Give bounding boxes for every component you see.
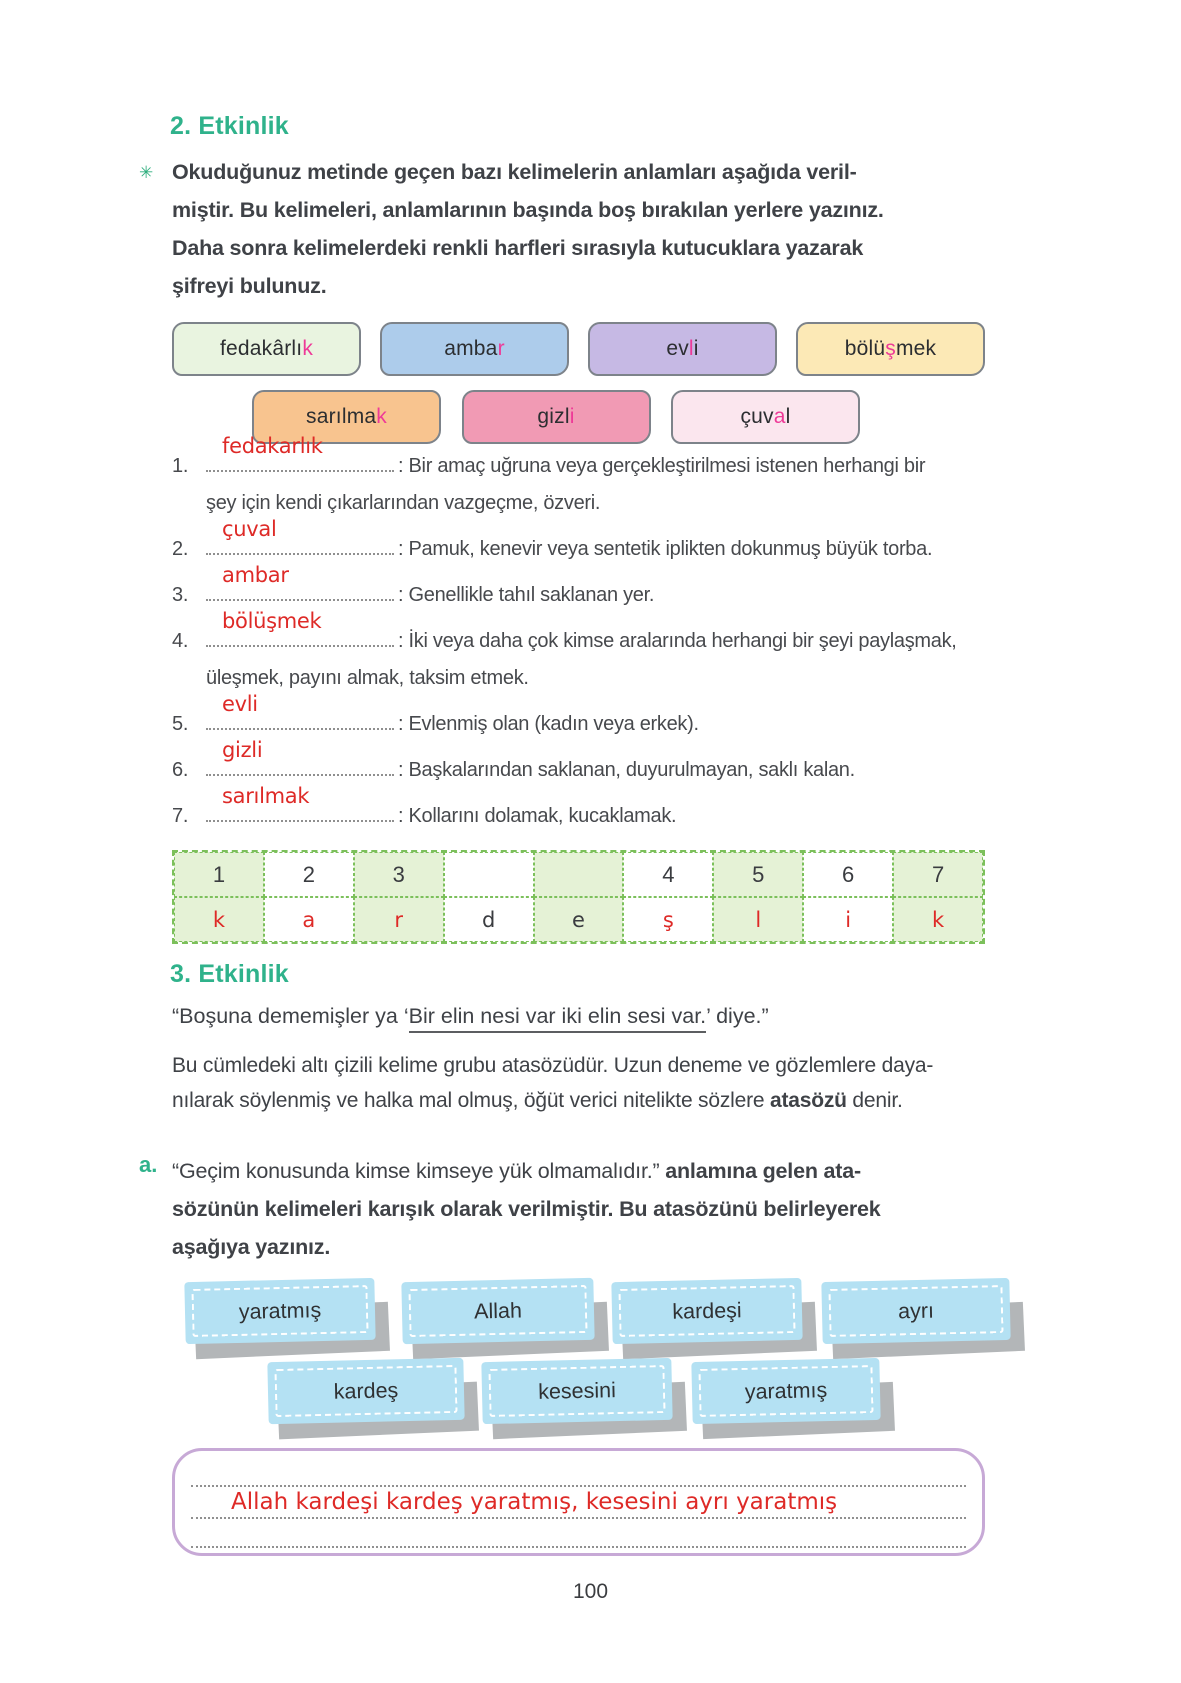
code-letter-cell: d: [444, 897, 534, 942]
code-number-cell: 3: [354, 852, 444, 897]
handwritten-answer: ambar: [222, 563, 289, 587]
code-number-cell: 2: [264, 852, 354, 897]
chip-highlight-letter: k: [302, 337, 314, 360]
handwritten-proverb-answer: Allah kardeşi kardeş yaratmış, kesesini ayrı yaratmış: [231, 1489, 838, 1515]
definition-text: : Evlenmiş olan (kadın veya erkek).: [398, 713, 699, 735]
code-letter-cell: e: [534, 897, 624, 942]
definition-row: [172, 692, 1032, 743]
card-word: Allah: [473, 1297, 523, 1324]
chip-highlight-letter: i: [569, 405, 575, 428]
chip-highlight-letter: l: [688, 337, 694, 360]
code-table-letters-row: [174, 897, 983, 942]
card-word: kardeşi: [672, 1297, 742, 1324]
definition-item: [172, 609, 1032, 697]
code-letter-cell: k: [893, 897, 983, 942]
definition-row: [172, 517, 1032, 568]
instruction-line: Daha sonra kelimelerdeki renkli harfleri sırasıyla kutucuklara yazarak: [172, 236, 864, 260]
code-letter-cell: a: [264, 897, 354, 942]
chip-text: sarılma: [306, 405, 377, 428]
item-a-bold-text: anlamına gelen ata-: [659, 1159, 861, 1183]
handwritten-answer: evli: [222, 692, 258, 716]
word-chip-cuval: [671, 390, 860, 444]
code-letter-cell: ş: [623, 897, 713, 942]
definition-row: [172, 609, 1032, 660]
underlined-proverb: Bir elin nesi var iki elin sesi var.: [409, 1004, 707, 1033]
card-face: [691, 1358, 880, 1424]
chip-highlight-letter: k: [376, 405, 387, 428]
word-card-yaratmis-1: [185, 1280, 375, 1342]
code-number-cell: 4: [623, 852, 713, 897]
word-chip-evli: [588, 322, 777, 376]
definition-item: [172, 692, 1032, 743]
definition-number: 1.: [172, 455, 189, 477]
chip-text: fedakârlı: [219, 337, 303, 360]
word-chips-row-1: [172, 322, 985, 376]
word-chip-bolusmek: [796, 322, 985, 376]
handwritten-answer: çuval: [222, 517, 277, 541]
answer-blank: [206, 738, 394, 776]
proverb-explanation: [172, 1048, 1002, 1118]
definition-text: : Kollarını dolamak, kucaklamak.: [398, 805, 677, 827]
chip-text: mek: [895, 337, 937, 360]
handwritten-answer: fedakarlık: [222, 434, 323, 458]
code-letter-cell: r: [354, 897, 444, 942]
code-number-cell: 1: [174, 852, 264, 897]
answer-blank: [206, 434, 394, 472]
card-face: [821, 1278, 1010, 1344]
instruction-line: şifreyi bulunuz.: [172, 274, 327, 298]
definition-number: 5.: [172, 713, 189, 735]
code-table-numbers-row: [174, 852, 983, 897]
page-number: 100: [572, 1580, 609, 1603]
chip-text: i: [693, 337, 699, 360]
definition-number: 6.: [172, 759, 189, 781]
card-word: kesesini: [537, 1377, 617, 1404]
word-chip-gizli: [462, 390, 651, 444]
definition-text: : Pamuk, kenevir veya sentetik iplikten dokunmuş büyük torba.: [398, 538, 933, 560]
writing-line: [191, 1485, 966, 1487]
code-letter-cell: k: [174, 897, 264, 942]
answer-blank: [206, 692, 394, 730]
definition-item: [172, 517, 1032, 568]
definition-row: [172, 434, 1032, 485]
definition-continuation: üleşmek, payını almak, taksim etmek.: [206, 667, 529, 689]
word-card-yaratmis-2: [692, 1360, 880, 1422]
definition-text: : İki veya daha çok kimse aralarında herhangi bir şeyi paylaşmak,: [398, 630, 957, 652]
chip-text: bölü: [844, 337, 886, 360]
paragraph-line: [172, 1083, 1002, 1118]
paragraph-line: Bu cümledeki altı çizili kelime grubu atasözüdür. Uzun deneme ve gözlemlere daya-: [172, 1054, 934, 1077]
handwritten-answer: bölüşmek: [222, 609, 322, 633]
code-number-cell: 6: [803, 852, 893, 897]
chip-highlight-letter: a: [773, 405, 786, 428]
quote-text: ’ diye.”: [706, 1004, 769, 1028]
bold-term: atasözü: [769, 1089, 847, 1112]
writing-line: [191, 1517, 966, 1519]
definition-number: 3.: [172, 584, 189, 606]
instruction-line: miştir. Bu kelimeleri, anlamlarının başında boş bırakılan yerlere yazınız.: [172, 198, 884, 222]
item-a-quote: “Geçim konusunda kimse kimseye yük olmamalıdır.”: [172, 1159, 660, 1183]
word-card-kardes: [268, 1360, 464, 1422]
definition-number: 4.: [172, 630, 189, 652]
answer-blank: [206, 563, 394, 601]
code-letter-cell: l: [713, 897, 803, 942]
definitions-list: [172, 434, 1032, 842]
card-word: kardeş: [333, 1377, 399, 1404]
handwritten-answer: gizli: [222, 738, 263, 762]
item-a-line: sözünün kelimeleri karışık olarak verilmiştir. Bu atasözünü belirleyerek: [172, 1197, 881, 1221]
card-word: yaratmış: [744, 1377, 828, 1404]
word-card-kesesini: [482, 1360, 672, 1422]
chip-text: l: [785, 405, 791, 428]
code-number-cell: [534, 852, 624, 897]
card-face: [401, 1278, 594, 1344]
activity-3-heading: 3. Etkinlik: [170, 960, 289, 988]
word-chips-row-2: [252, 390, 860, 444]
paragraph-text: nılarak söylenmiş ve halka mal olmuş, öğüt verici nitelikte sözlere: [172, 1089, 770, 1112]
code-number-cell: 5: [713, 852, 803, 897]
chip-highlight-letter: r: [497, 337, 505, 360]
definition-item: [172, 784, 1032, 835]
activity-2-instructions: [172, 153, 1002, 305]
answer-blank: [206, 784, 394, 822]
word-chip-ambar: [380, 322, 569, 376]
card-word: yaratmış: [238, 1297, 322, 1324]
word-card-kardesi: [612, 1280, 802, 1342]
card-word: ayrı: [897, 1298, 935, 1323]
answer-blank: [206, 609, 394, 647]
definition-number: 7.: [172, 805, 189, 827]
item-a-line: aşağıya yazınız.: [172, 1235, 331, 1259]
definition-continuation: şey için kendi çıkarlarından vazgeçme, özveri.: [206, 492, 601, 514]
quote-text: “Boşuna dememişler ya ‘: [172, 1004, 409, 1028]
handwritten-answer: sarılmak: [222, 784, 310, 808]
paragraph-text: denir.: [846, 1089, 903, 1112]
code-letter-cell: i: [803, 897, 893, 942]
word-chip-fedakarlik: [172, 322, 361, 376]
item-a-text: [172, 1152, 1012, 1266]
chip-text: çuv: [740, 405, 774, 428]
definition-number: 2.: [172, 538, 189, 560]
asterisk-bullet-icon: ✳: [139, 163, 154, 182]
chip-text: amba: [444, 337, 498, 360]
card-face: [184, 1278, 375, 1344]
cipher-code-table: [172, 850, 985, 944]
card-face: [481, 1358, 672, 1424]
definition-text: : Başkalarından saklanan, duyurulmayan, saklı kalan.: [398, 759, 855, 781]
code-number-cell: 7: [893, 852, 983, 897]
writing-line: [191, 1546, 966, 1548]
chip-highlight-letter: ş: [885, 337, 896, 360]
word-card-allah: [402, 1280, 594, 1342]
card-face: [611, 1278, 802, 1344]
item-a-line: [172, 1152, 1012, 1190]
definition-item: [172, 434, 1032, 522]
card-face: [267, 1358, 464, 1424]
chip-text: gizl: [537, 405, 570, 428]
chip-text: ev: [666, 337, 689, 360]
answer-blank: [206, 517, 394, 555]
word-card-ayri: [822, 1280, 1010, 1342]
proverb-answer-box: [172, 1448, 985, 1556]
code-number-cell: [444, 852, 534, 897]
definition-text: : Bir amaç uğruna veya gerçekleştirilmesi istenen herhangi bir: [398, 455, 926, 477]
activity-2-heading: 2. Etkinlik: [170, 112, 289, 140]
instruction-line: Okuduğunuz metinde geçen bazı kelimelerin anlamları aşağıda veril-: [172, 160, 857, 184]
definition-text: : Genellikle tahıl saklanan yer.: [398, 584, 655, 606]
definition-row: [172, 784, 1032, 835]
proverb-quote-line: [172, 1004, 769, 1029]
item-a-label: a.: [139, 1152, 158, 1177]
